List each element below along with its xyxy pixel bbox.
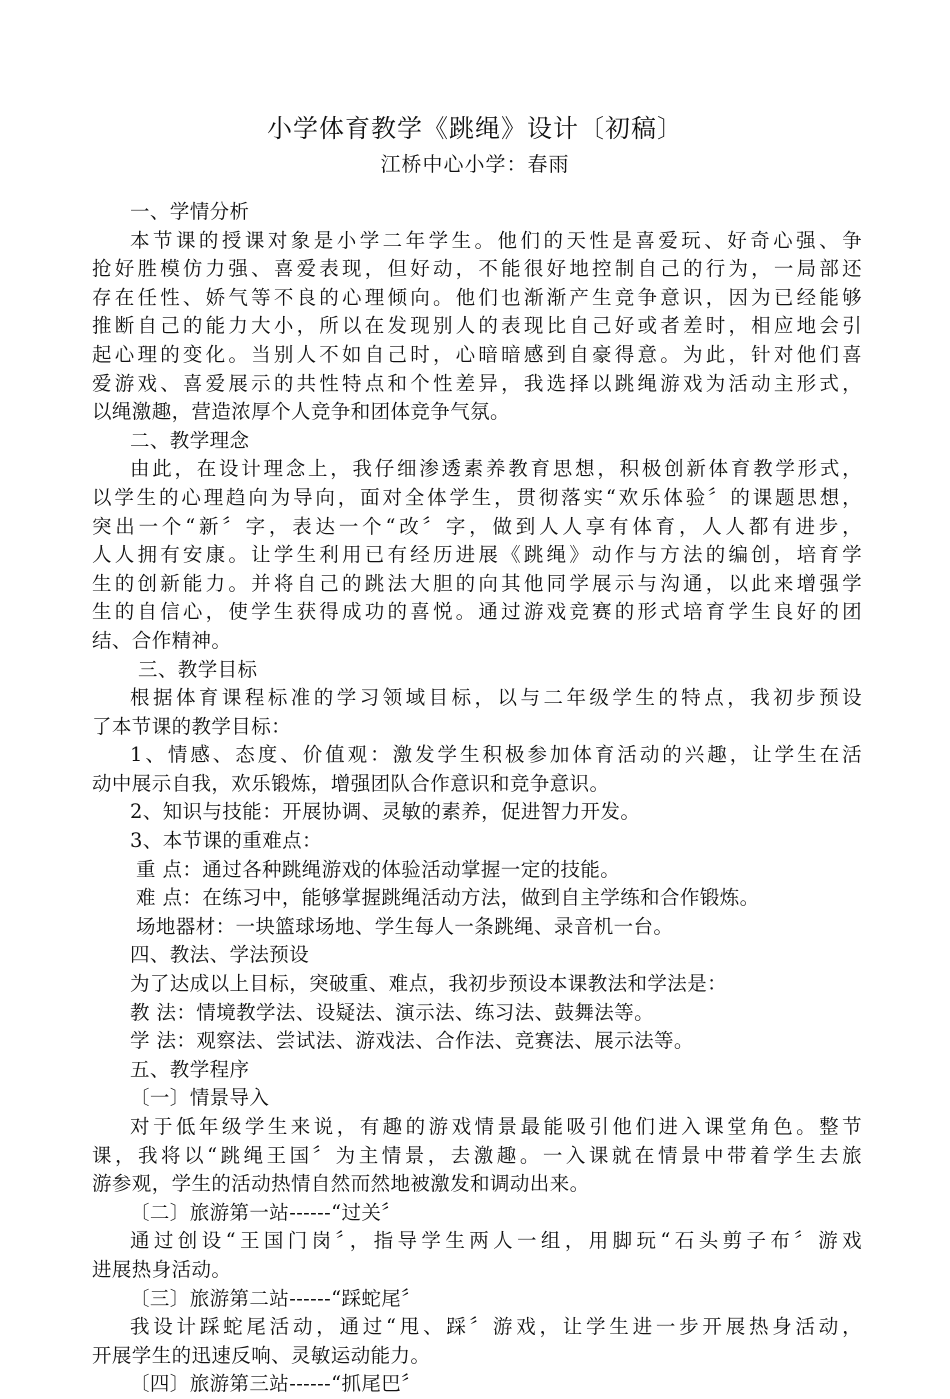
paragraph-line: 难 点：在练习中，能够掌握跳绳活动方法，做到自主学练和合作锻炼。 [136,886,760,910]
paragraph-line: 生的自信心，使学生获得成功的喜悦。通过游戏竞赛的形式培育学生良好的团 [92,600,862,624]
section-heading: 五、教学程序 [130,1057,250,1081]
paragraph-line: 存在任性、娇气等不良的心理倾向。他们也渐渐产生竞争意识，因为已经能够 [92,285,862,309]
paragraph-line: 本节课的授课对象是小学二年学生。他们的天性是喜爱玩、好奇心强、争 [130,228,862,252]
paragraph-line: 了本节课的教学目标： [92,714,292,738]
paragraph-line: 根据体育课程标准的学习领域目标，以与二年级学生的特点，我初步预设 [130,686,862,710]
paragraph-line: 开展学生的迅速反响、灵敏运动能力。 [92,1343,431,1367]
paragraph-line: 以绳激趣，营造浓厚个人竞争和团体竞争气氛。 [92,400,510,424]
paragraph-line: 起心理的变化。当别人不如自己时，心暗暗感到自豪得意。为此，针对他们喜 [92,342,862,366]
paragraph-line: 3、本节课的重难点： [130,829,322,853]
paragraph-line: 由此，在设计理念上，我仔细渗透素养教育思想，积极创新体育教学形式， [130,457,862,481]
paragraph-line: 人人拥有安康。让学生利用已有经历进展《跳绳》动作与方法的编创，培育学 [92,543,862,567]
paragraph-line: 进展热身活动。 [92,1257,232,1281]
paragraph-line: 爱游戏、喜爱展示的共性特点和个性差异，我选择以跳绳游戏为活动主形式， [92,371,862,395]
document-author: 江桥中心小学：春雨 [380,152,570,176]
paragraph-line: 突出一个“新〞字，表达一个“改〞字，做到人人享有体育，人人都有进步， [92,514,862,538]
subsection-heading: 〔二〕旅游第一站------“过关〞 [130,1200,402,1224]
paragraph-line: 动中展示自我，欢乐锻炼，增强团队合作意识和竞争意识。 [92,771,610,795]
paragraph-line: 我设计踩蛇尾活动，通过“甩、踩〞游戏，让学生进一步开展热身活动， [130,1315,862,1339]
paragraph-line: 教 法：情境教学法、设疑法、演示法、练习法、鼓舞法等。 [130,1000,654,1024]
paragraph-line: 1、情感、态度、价值观：激发学生积极参加体育活动的兴趣，让学生在活 [130,743,862,767]
paragraph-line: 2、知识与技能：开展协调、灵敏的素养，促进智力开发。 [130,800,641,824]
subsection-heading: 〔一〕情景导入 [130,1086,270,1110]
paragraph-line: 学 法：观察法、尝试法、游戏法、合作法、竞赛法、展示法等。 [130,1029,694,1053]
section-heading: 三、教学目标 [138,657,258,681]
section-heading: 一、学情分析 [130,200,250,223]
subsection-heading: 〔三〕旅游第二站------“踩蛇尾〞 [130,1286,422,1310]
paragraph-line: 游参观，学生的活动热情自然而然地被激发和调动出来。 [92,1172,590,1196]
paragraph-line: 课，我将以“跳绳王国〞为主情景，去激趣。一入课就在情景中带着学生去旅 [92,1143,862,1167]
document-body [92,198,862,1399]
paragraph-line: 生的创新能力。并将自己的跳法大胆的向其他同学展示与沟通，以此来增强学 [92,571,862,595]
paragraph-line: 抢好胜模仿力强、喜爱表现，但好动，不能很好地控制自己的行为，一局部还 [92,257,862,281]
paragraph-line: 场地器材：一块篮球场地、学生每人一条跳绳、录音机一台。 [136,914,674,938]
subsection-heading: 〔四〕旅游第三站------“抓尾巴〞 [130,1372,422,1396]
document-title: 小学体育教学《跳绳》设计〔初稿〕 [266,114,683,143]
paragraph-line: 为了达成以上目标，突破重、难点，我初步预设本课教法和学法是： [130,972,728,996]
paragraph-line: 重 点：通过各种跳绳游戏的体验活动掌握一定的技能。 [136,857,621,881]
paragraph-line: 推断自己的能力大小，所以在发现别人的表现比自己好或者差时，相应地会引 [92,314,862,338]
section-heading: 四、教法、学法预设 [130,943,310,967]
section-heading: 二、教学理念 [130,428,250,452]
paragraph-line: 以学生的心理趋向为导向，面对全体学生，贯彻落实“欢乐体验〞的课题思想， [92,485,862,509]
paragraph-line: 通过创设“王国门岗〞，指导学生两人一组，用脚玩“石头剪子布〞游戏 [130,1229,862,1253]
paragraph-line: 对于低年级学生来说，有趣的游戏情景最能吸引他们进入课堂角色。整节 [130,1115,862,1138]
paragraph-line: 结、合作精神。 [92,628,232,652]
